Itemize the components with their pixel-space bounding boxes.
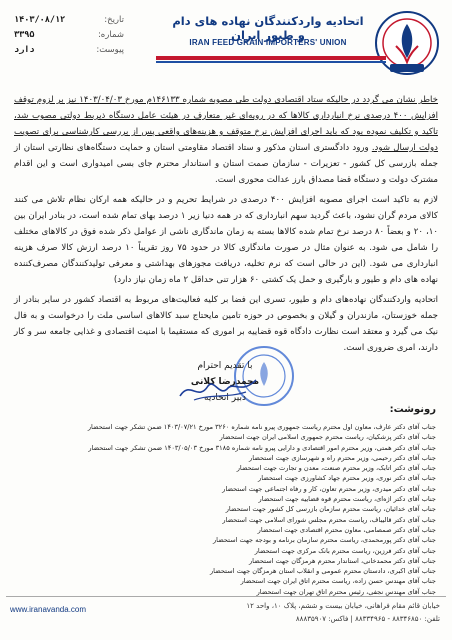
cc-item: جناب آقای مهندس نجفی، رئیس محترم اتاق تهران جهت استحضار bbox=[256, 587, 436, 596]
number-label: شماره: bbox=[97, 29, 124, 40]
cc-item: جناب آقای دکتر پزشکیان، ریاست محترم جمهوری اسلامی ایران جهت استحضار bbox=[219, 433, 436, 442]
org-name-en: IRAN FEED GRAIN IMPORTERS' UNION bbox=[189, 38, 347, 47]
handwritten-signature-icon bbox=[176, 372, 260, 406]
closing-text: با تقدیم احترام bbox=[197, 361, 253, 371]
cc-item: جناب آقای دکتر اژه‌ای، ریاست محترم قوه قضاییه جهت استحضار bbox=[258, 495, 436, 504]
org-name-fa: اتحادیه واردکنندگان نهاده های دام و طیور ایران bbox=[172, 14, 364, 42]
date-row bbox=[14, 12, 124, 27]
number-value: ۳۳۹۵ bbox=[14, 29, 35, 40]
attachment-value: دارد bbox=[14, 44, 35, 55]
letter-footer bbox=[6, 596, 446, 632]
paragraph-1-rest: ورود دادگستری استان مذکور و ستاد اقتصاد مقاومتی استان و حمایت دستگاه‌های نظارتی استان از جمله بازرسی کل کشور - تعزیرات - سازمان صمت استان و استاندار محترم جای بسی امیدواری است و این اقدام مشترک دولت و دستگاه قضا مصداق بارز عدالت محوری است. bbox=[14, 143, 438, 185]
number-row bbox=[14, 27, 124, 42]
cc-title: رونوشت: bbox=[389, 404, 436, 415]
attachment-label: پیوست: bbox=[96, 44, 124, 55]
signer-title: دبیر اتحادیه bbox=[204, 393, 246, 403]
cc-item: جناب آقای مهندس حسن زاده، ریاست محترم اتاق ایران جهت استحضار bbox=[240, 577, 436, 586]
cc-item: جناب آقای دکتر نوری، وزیر محترم جهاد کشاورزی جهت استحضار bbox=[258, 474, 436, 483]
cc-item: جناب آقای دکتر اتابک، وزیر محترم صنعت، معدن و تجارت جهت استحضار bbox=[236, 464, 436, 473]
header-rule-blue bbox=[156, 61, 386, 63]
signer-name: محمدرضا کلانی bbox=[190, 377, 260, 387]
union-logo-icon bbox=[374, 10, 440, 76]
letter-meta bbox=[14, 12, 124, 57]
cc-item: جناب آقای دکتر محمدخانی، استاندار محترم هرمزگان جهت استحضار bbox=[248, 556, 436, 565]
cc-item: جناب آقای دکتر همتی، وزیر محترم امور اقتصادی و دارایی پیرو نامه شماره ۳۱۸۵ مورخ ۱۴۰۳/۰۵/۰۳ ضمن تشکر جهت استحضار bbox=[88, 443, 436, 452]
date-value: ۱۴۰۳/۰۸/۱۲ bbox=[14, 14, 66, 25]
cc-item: جناب آقای دکتر فرزین، ریاست محترم بانک مرکزی جهت استحضار bbox=[254, 546, 436, 555]
cc-item: جناب آقای دکتر صمصامی، معاون محترم اقتصادی جهت استحضار bbox=[257, 525, 436, 534]
header-rule-red bbox=[156, 56, 386, 60]
attachment-row bbox=[14, 42, 124, 57]
cc-item: جناب آقای دکتر عارف، معاون اول محترم ریاست جمهوری پیرو نامه شماره ۳۲۶۰ مورخ ۱۴۰۳/۰۷/۲۱ ضمن تشکر جهت استحضار bbox=[87, 423, 436, 431]
paragraph-2: لازم به تاکید است اجرای مصوبه افزایش ۴۰۰ درصدی در شرایط تحریم و در حالیکه همه ارکان نظام تلاش می کنند کالای مردم گران نشود، باعث گردید سهم انبارداری که در همه دنیا زیر ۱ درصد بهای تمام شده است، در بنادر ایران بین ۱۰، ۲۰ و بعضاً ۸۰ درصد نرخ تمام شده کالاها بسته به زمان ماندگاری ناشی از عوامل ذکر شده فوق در کالاهای مختلف را شامل می شود. به عنوان مثال در صورت ماندگاری کالا در حدود ۷۵ روز تقریباً ۱۰ درصد ارزش کالا صرف هزینه انبارداری می شود. (این در حالی است که نرم تخلیه، دریافت مجوزهای بهداشتی و معرفی تولیدکنندگان مصرف‌کننده نهاده های دام و طیور و بارگیری و حمل یک کشتی ۶۰ هزار تنی حداقل ۲ ماه زمان نیاز دارد) bbox=[14, 195, 439, 285]
paragraph-1 bbox=[14, 92, 438, 188]
letterhead bbox=[6, 6, 446, 78]
cc-item: جناب آقای خدائیان، ریاست محترم سازمان بازرسی کل کشور جهت استحضار bbox=[225, 505, 436, 514]
cc-item: جناب آقای دکتر پورمحمدی، ریاست محترم سازمان برنامه و بودجه جهت استحضار bbox=[212, 536, 436, 545]
footer-phone: تلفن: ۸۸۳۴۶۸۵۰ - ۸۸۳۳۴۹۶۵ | فاکس: ۸۸۸۳۵۹۰۷ bbox=[295, 615, 440, 623]
footer-address: خیابان قائم مقام فراهانی، خیابان بیست و ششم، پلاک ۱۰، واحد ۱۲ bbox=[246, 602, 440, 610]
letter-body bbox=[14, 92, 438, 360]
cc-item: جناب آقای دکتر میدری، وزیر محترم تعاون، کار و رفاه اجتماعی جهت استحضار bbox=[222, 484, 436, 493]
website-link[interactable]: www.iranavanda.com bbox=[10, 605, 87, 614]
paragraph-3: اتحادیه واردکنندگان نهاده‌های دام و طیور، تسری این فضا بر کلیه فعالیت‌های مربوط به اقتصاد کشور در سایر بنادر از جمله خوزستان، مازندران و گیلان و بخصوص در حوزه تامین مایحتاج سبد کالاهای اساسی ملت را درخواست و به فال نیک می گیرد و معتقد است نظارت دادگاه قوه قضاییه بر اموری که مستقیما با امنیت اقتصادی و غذایی جامعه سر و کار دارند، امری ضروری است. bbox=[14, 295, 438, 353]
cc-list bbox=[16, 422, 436, 597]
paragraph-1-underlined: خاطر نشان می گردد در حالیکه ستاد اقتصادی دولت طی مصوبه شماره ۱۴۶۱۳۳م مورخ ۱۴۰۳/۰۴/۰۳ نیز بر لزوم توقف افزایش ۴۰۰ درصدی نرخ انبارداری کالاها که در رویه‌ای غیر متعارف در هیئت عامل دستگاه ذیربط دولتی مصوب شد، تاکید و تکلیف نموده بود که باید اجرای افزایش نرخ متوقف و هزینه‌های واقعی پس از بررسی کارشناسی برای تصویب دولت ارسال شود. bbox=[14, 95, 439, 153]
cc-item: جناب آقای دکتر رحیمی، وزیر محترم راه و شهرسازی جهت استحضار bbox=[249, 453, 436, 462]
cc-item: جناب آقای دکتر قالیباف، ریاست محترم مجلس شورای اسلامی جهت استحضار bbox=[222, 515, 436, 524]
date-label: تاریخ: bbox=[104, 14, 124, 25]
cc-item: جناب آقای اکبری، دادستان محترم عمومی و انقلاب استان هرمزگان جهت استحضار bbox=[209, 567, 436, 576]
